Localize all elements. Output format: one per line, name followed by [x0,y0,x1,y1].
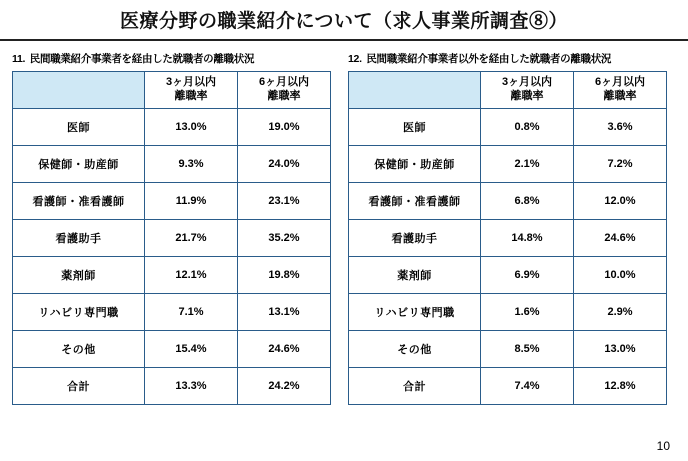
col-6month-line2: 離職率 [267,90,301,102]
table-row [349,331,667,368]
col-3month-line2: 離職率 [510,90,544,102]
row-value-3month: 7.1% [145,294,238,331]
row-value-3month: 6.8% [481,183,574,220]
table-row [349,146,667,183]
row-value-3month: 11.9% [145,183,238,220]
table-1-header [13,72,331,109]
table-row [349,220,667,257]
table-row [13,109,331,146]
panel-2-number: 12. [348,53,362,65]
row-value-6month: 24.6% [238,331,331,368]
row-label: 看護助手 [349,220,481,257]
panels-container [0,41,688,405]
row-label: 保健師・助産師 [349,146,481,183]
row-label: 合計 [13,368,145,405]
row-value-3month: 1.6% [481,294,574,331]
table-1-col-6month [238,72,331,109]
row-value-6month: 24.6% [574,220,667,257]
table-2-header [349,72,667,109]
col-6month-line1: 6ヶ月以内 [594,76,646,89]
table-row [349,257,667,294]
row-value-3month: 12.1% [145,257,238,294]
table-1-body [13,109,331,405]
row-value-3month: 15.4% [145,331,238,368]
row-label: 医師 [349,109,481,146]
row-label: 看護師・准看護師 [13,183,145,220]
table-row [13,331,331,368]
row-value-3month: 14.8% [481,220,574,257]
row-label: その他 [349,331,481,368]
table-1-corner-cell [13,72,145,109]
table-2-corner-cell [349,72,481,109]
row-value-6month: 24.2% [238,368,331,405]
table-row-total [349,368,667,405]
row-value-6month: 23.1% [238,183,331,220]
col-3month-line1: 3ヶ月以内 [165,76,217,89]
page-title: 医療分野の職業紹介について（求人事業所調査⑧） [119,11,569,32]
table-row [13,183,331,220]
row-label: 保健師・助産師 [13,146,145,183]
row-value-3month: 13.3% [145,368,238,405]
panel-1-heading [12,51,342,66]
table-header-row [13,72,331,109]
row-value-3month: 21.7% [145,220,238,257]
row-label: 薬剤師 [13,257,145,294]
row-label: 合計 [349,368,481,405]
row-value-6month: 13.1% [238,294,331,331]
row-value-3month: 13.0% [145,109,238,146]
col-6month-line1: 6ヶ月以内 [258,76,310,89]
row-label: 看護助手 [13,220,145,257]
table-row [349,294,667,331]
table-row [13,146,331,183]
table-non-private-agency [348,71,667,405]
table-row [13,294,331,331]
table-2-col-3month [481,72,574,109]
row-label: リハビリ専門職 [13,294,145,331]
table-2-body [349,109,667,405]
row-value-6month: 19.0% [238,109,331,146]
page-number: 10 [656,439,670,453]
row-label: 医師 [13,109,145,146]
panel-2-heading [348,51,678,66]
row-value-6month: 12.0% [574,183,667,220]
panel-1-heading-text: 民間職業紹介事業者を経由した就職者の離職状況 [29,53,255,65]
row-label: 薬剤師 [349,257,481,294]
panel-1-number: 11. [12,53,26,65]
row-value-3month: 8.5% [481,331,574,368]
table-row [13,257,331,294]
row-value-6month: 7.2% [574,146,667,183]
col-6month-line2: 離職率 [603,90,637,102]
row-value-6month: 24.0% [238,146,331,183]
row-label: 看護師・准看護師 [349,183,481,220]
row-value-3month: 6.9% [481,257,574,294]
col-3month-line1: 3ヶ月以内 [501,76,553,89]
col-3month-line2: 離職率 [174,90,208,102]
panel-2-heading-text: 民間職業紹介事業者以外を経由した就職者の離職状況 [366,53,612,65]
table-row-total [13,368,331,405]
row-label: リハビリ専門職 [349,294,481,331]
row-label: その他 [13,331,145,368]
table-2-col-6month [574,72,667,109]
row-value-6month: 35.2% [238,220,331,257]
table-1-col-3month [145,72,238,109]
row-value-3month: 9.3% [145,146,238,183]
row-value-6month: 12.8% [574,368,667,405]
row-value-6month: 10.0% [574,257,667,294]
table-private-agency [12,71,331,405]
panel-non-private-agency [348,51,678,405]
table-row [13,220,331,257]
row-value-3month: 7.4% [481,368,574,405]
panel-private-agency [12,51,342,405]
table-row [349,109,667,146]
row-value-6month: 3.6% [574,109,667,146]
row-value-6month: 19.8% [238,257,331,294]
row-value-3month: 0.8% [481,109,574,146]
table-row [349,183,667,220]
row-value-3month: 2.1% [481,146,574,183]
row-value-6month: 13.0% [574,331,667,368]
table-header-row [349,72,667,109]
row-value-6month: 2.9% [574,294,667,331]
